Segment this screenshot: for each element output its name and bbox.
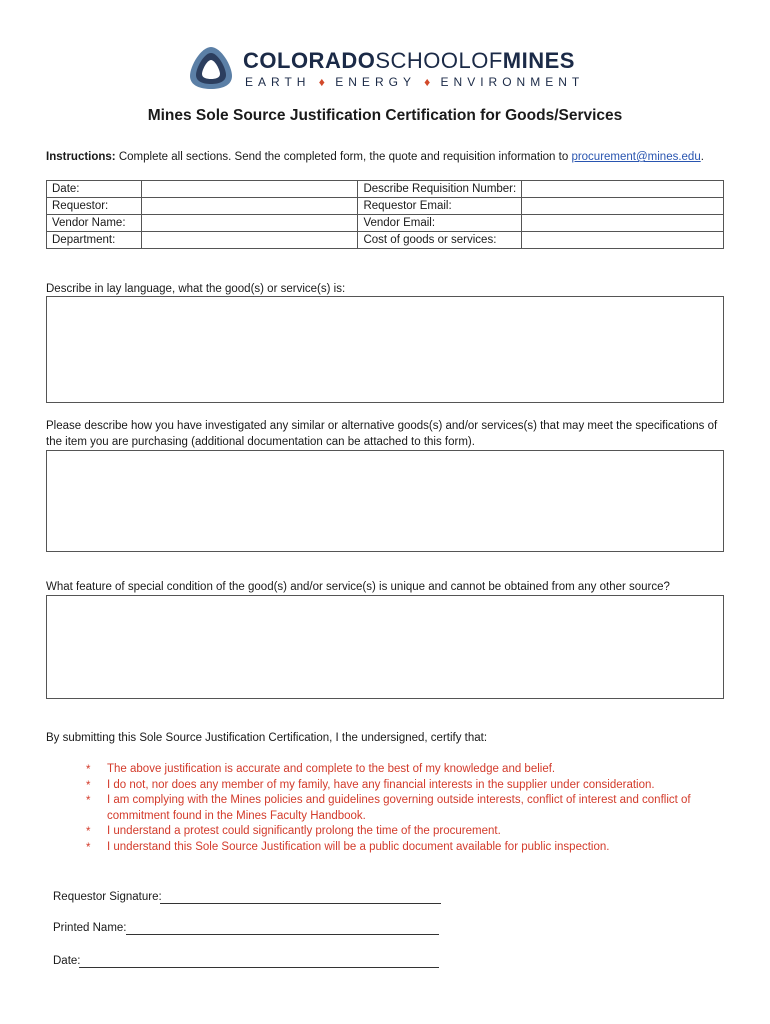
certification-list xyxy=(86,762,706,855)
list-item: * I do not, nor does any member of my family, have any financial interests in the supplier under consideration. xyxy=(86,778,706,794)
bullet-marker: * xyxy=(86,795,91,807)
requestor-field[interactable] xyxy=(141,198,357,215)
date-signature-label: Date: xyxy=(53,955,81,967)
vendor-email-field[interactable] xyxy=(522,215,724,232)
printed-name-line[interactable] xyxy=(126,934,439,935)
question-alternatives: Please describe how you have investigated any similar or alternative goods(s) and/or services(s) that may meet the specifications of the item you are purchasing (additional documentation can be attached to this form). xyxy=(46,420,718,448)
table-row xyxy=(47,215,724,232)
date-label: Date: xyxy=(47,181,142,198)
bullet-marker: * xyxy=(86,764,91,776)
requestor-email-field[interactable] xyxy=(522,198,724,215)
bullet-marker: * xyxy=(86,826,91,838)
requisition-number-label: Describe Requisition Number: xyxy=(358,181,522,198)
requestor-signature-line[interactable] xyxy=(160,903,441,904)
vendor-name-field[interactable] xyxy=(141,215,357,232)
list-item: * The above justification is accurate and complete to the best of my knowledge and belief. xyxy=(86,762,706,778)
instructions-text: Complete all sections. Send the completed form, the quote and requisition information to xyxy=(115,151,572,163)
question-goods-description: Describe in lay language, what the good(s) or service(s) is: xyxy=(46,283,346,295)
requestor-label: Requestor: xyxy=(47,198,142,215)
cost-field[interactable] xyxy=(522,232,724,249)
table-row xyxy=(47,232,724,249)
table-row xyxy=(47,198,724,215)
instructions-label: Instructions: xyxy=(46,151,116,163)
requisition-number-field[interactable] xyxy=(522,181,724,198)
page-title: Mines Sole Source Justification Certification for Goods/Services xyxy=(147,107,623,124)
logo-tagline: EARTH ♦ ENERGY ♦ ENVIRONMENT xyxy=(245,75,585,89)
instructions: Instructions: Complete all sections. Send the completed form, the quote and requisition information to procurement@mines.edu. xyxy=(46,151,704,163)
bullet-marker: * xyxy=(86,779,91,792)
requisition-info-table xyxy=(46,180,724,249)
unique-feature-box[interactable] xyxy=(46,595,724,699)
vendor-email-label: Vendor Email: xyxy=(358,215,522,232)
mines-triangle-icon xyxy=(185,44,237,92)
alternatives-box[interactable] xyxy=(46,450,724,552)
department-label: Department: xyxy=(47,232,142,249)
requestor-email-label: Requestor Email: xyxy=(358,198,522,215)
cost-label: Cost of goods or services: xyxy=(358,232,522,249)
list-item: * I understand this Sole Source Justification will be a public document available for public inspection. xyxy=(86,840,706,856)
printed-name-label: Printed Name: xyxy=(53,922,127,934)
question-unique-feature: What feature of special condition of the good(s) and/or service(s) is unique and cannot be obtained from any other source? xyxy=(46,581,670,593)
goods-description-box[interactable] xyxy=(46,296,724,403)
department-field[interactable] xyxy=(141,232,357,249)
certify-intro: By submitting this Sole Source Justification Certification, I the undersigned, certify that: xyxy=(46,732,488,744)
list-item: * I am complying with the Mines policies and guidelines governing outside interests, conflict of interest and conflict of commitment found in the Mines Faculty Handbook. xyxy=(86,794,691,822)
vendor-name-label: Vendor Name: xyxy=(47,215,142,232)
requestor-signature-label: Requestor Signature: xyxy=(53,891,162,903)
colorado-school-of-mines-logo xyxy=(185,44,595,92)
procurement-email-link[interactable]: procurement@mines.edu xyxy=(571,151,701,163)
list-item: * I understand a protest could significantly prolong the time of the procurement. xyxy=(86,824,706,840)
bullet-marker: * xyxy=(86,841,91,854)
date-signature-line[interactable] xyxy=(79,967,439,968)
table-row xyxy=(47,181,724,198)
date-field[interactable] xyxy=(141,181,357,198)
logo-wordmark: COLORADOSCHOOLOFMINES xyxy=(243,48,575,73)
